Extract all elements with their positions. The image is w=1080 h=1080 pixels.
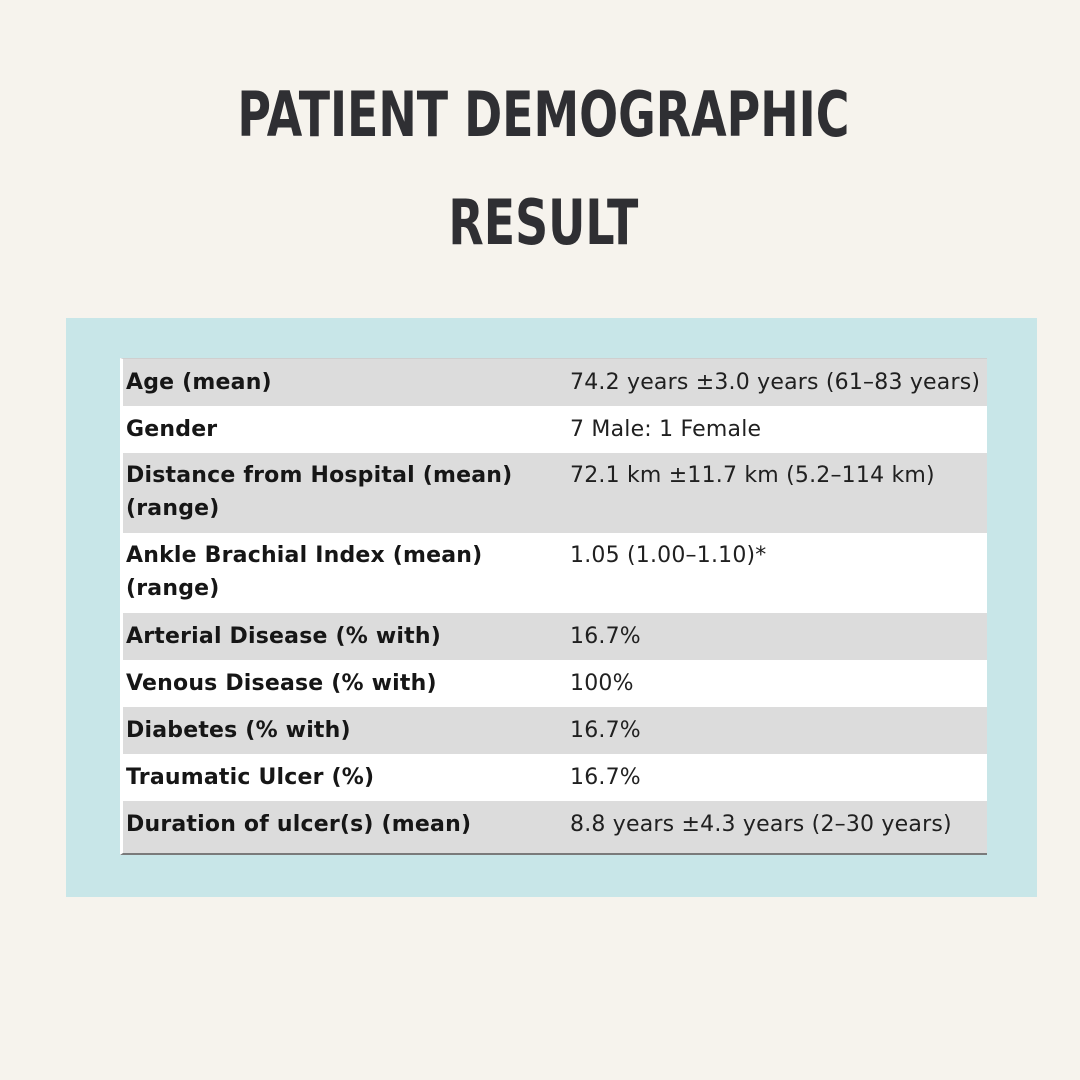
demographic-table <box>120 358 987 855</box>
row-value: 16.7% <box>570 624 641 649</box>
row-label: Distance from Hospital (mean) (range) <box>126 463 513 521</box>
page-title-line-1: PATIENT DEMOGRAPHIC <box>237 78 850 151</box>
row-value: 74.2 years ±3.0 years (61–83 years) <box>570 370 981 395</box>
table-row-duration <box>123 801 987 853</box>
table-row-distance <box>123 453 987 533</box>
row-value: 100% <box>570 671 634 696</box>
row-label: Traumatic Ulcer (%) <box>126 765 375 790</box>
row-label: Age (mean) <box>126 370 272 395</box>
row-value: 16.7% <box>570 765 641 790</box>
row-value: 16.7% <box>570 718 641 743</box>
table-row-traumatic <box>123 754 987 801</box>
row-label: Duration of ulcer(s) (mean) <box>126 812 472 837</box>
row-value: 1.05 (1.00–1.10)* <box>570 543 767 568</box>
table-row-arterial <box>123 613 987 660</box>
row-value: 7 Male: 1 Female <box>570 417 762 442</box>
row-label: Arterial Disease (% with) <box>126 624 441 649</box>
row-value: 72.1 km ±11.7 km (5.2–114 km) <box>570 463 935 488</box>
table-row-abi <box>123 533 987 613</box>
row-label: Venous Disease (% with) <box>126 671 437 696</box>
page-title-line-2: RESULT <box>448 186 639 259</box>
table-row-age <box>123 359 987 406</box>
table-row-venous <box>123 660 987 707</box>
row-label: Ankle Brachial Index (mean) (range) <box>126 543 483 601</box>
row-value: 8.8 years ±4.3 years (2–30 years) <box>570 812 952 837</box>
table-row-gender <box>123 406 987 453</box>
row-label: Diabetes (% with) <box>126 718 351 743</box>
row-label: Gender <box>126 417 218 442</box>
table-panel <box>66 318 1037 897</box>
table-row-diabetes <box>123 707 987 754</box>
